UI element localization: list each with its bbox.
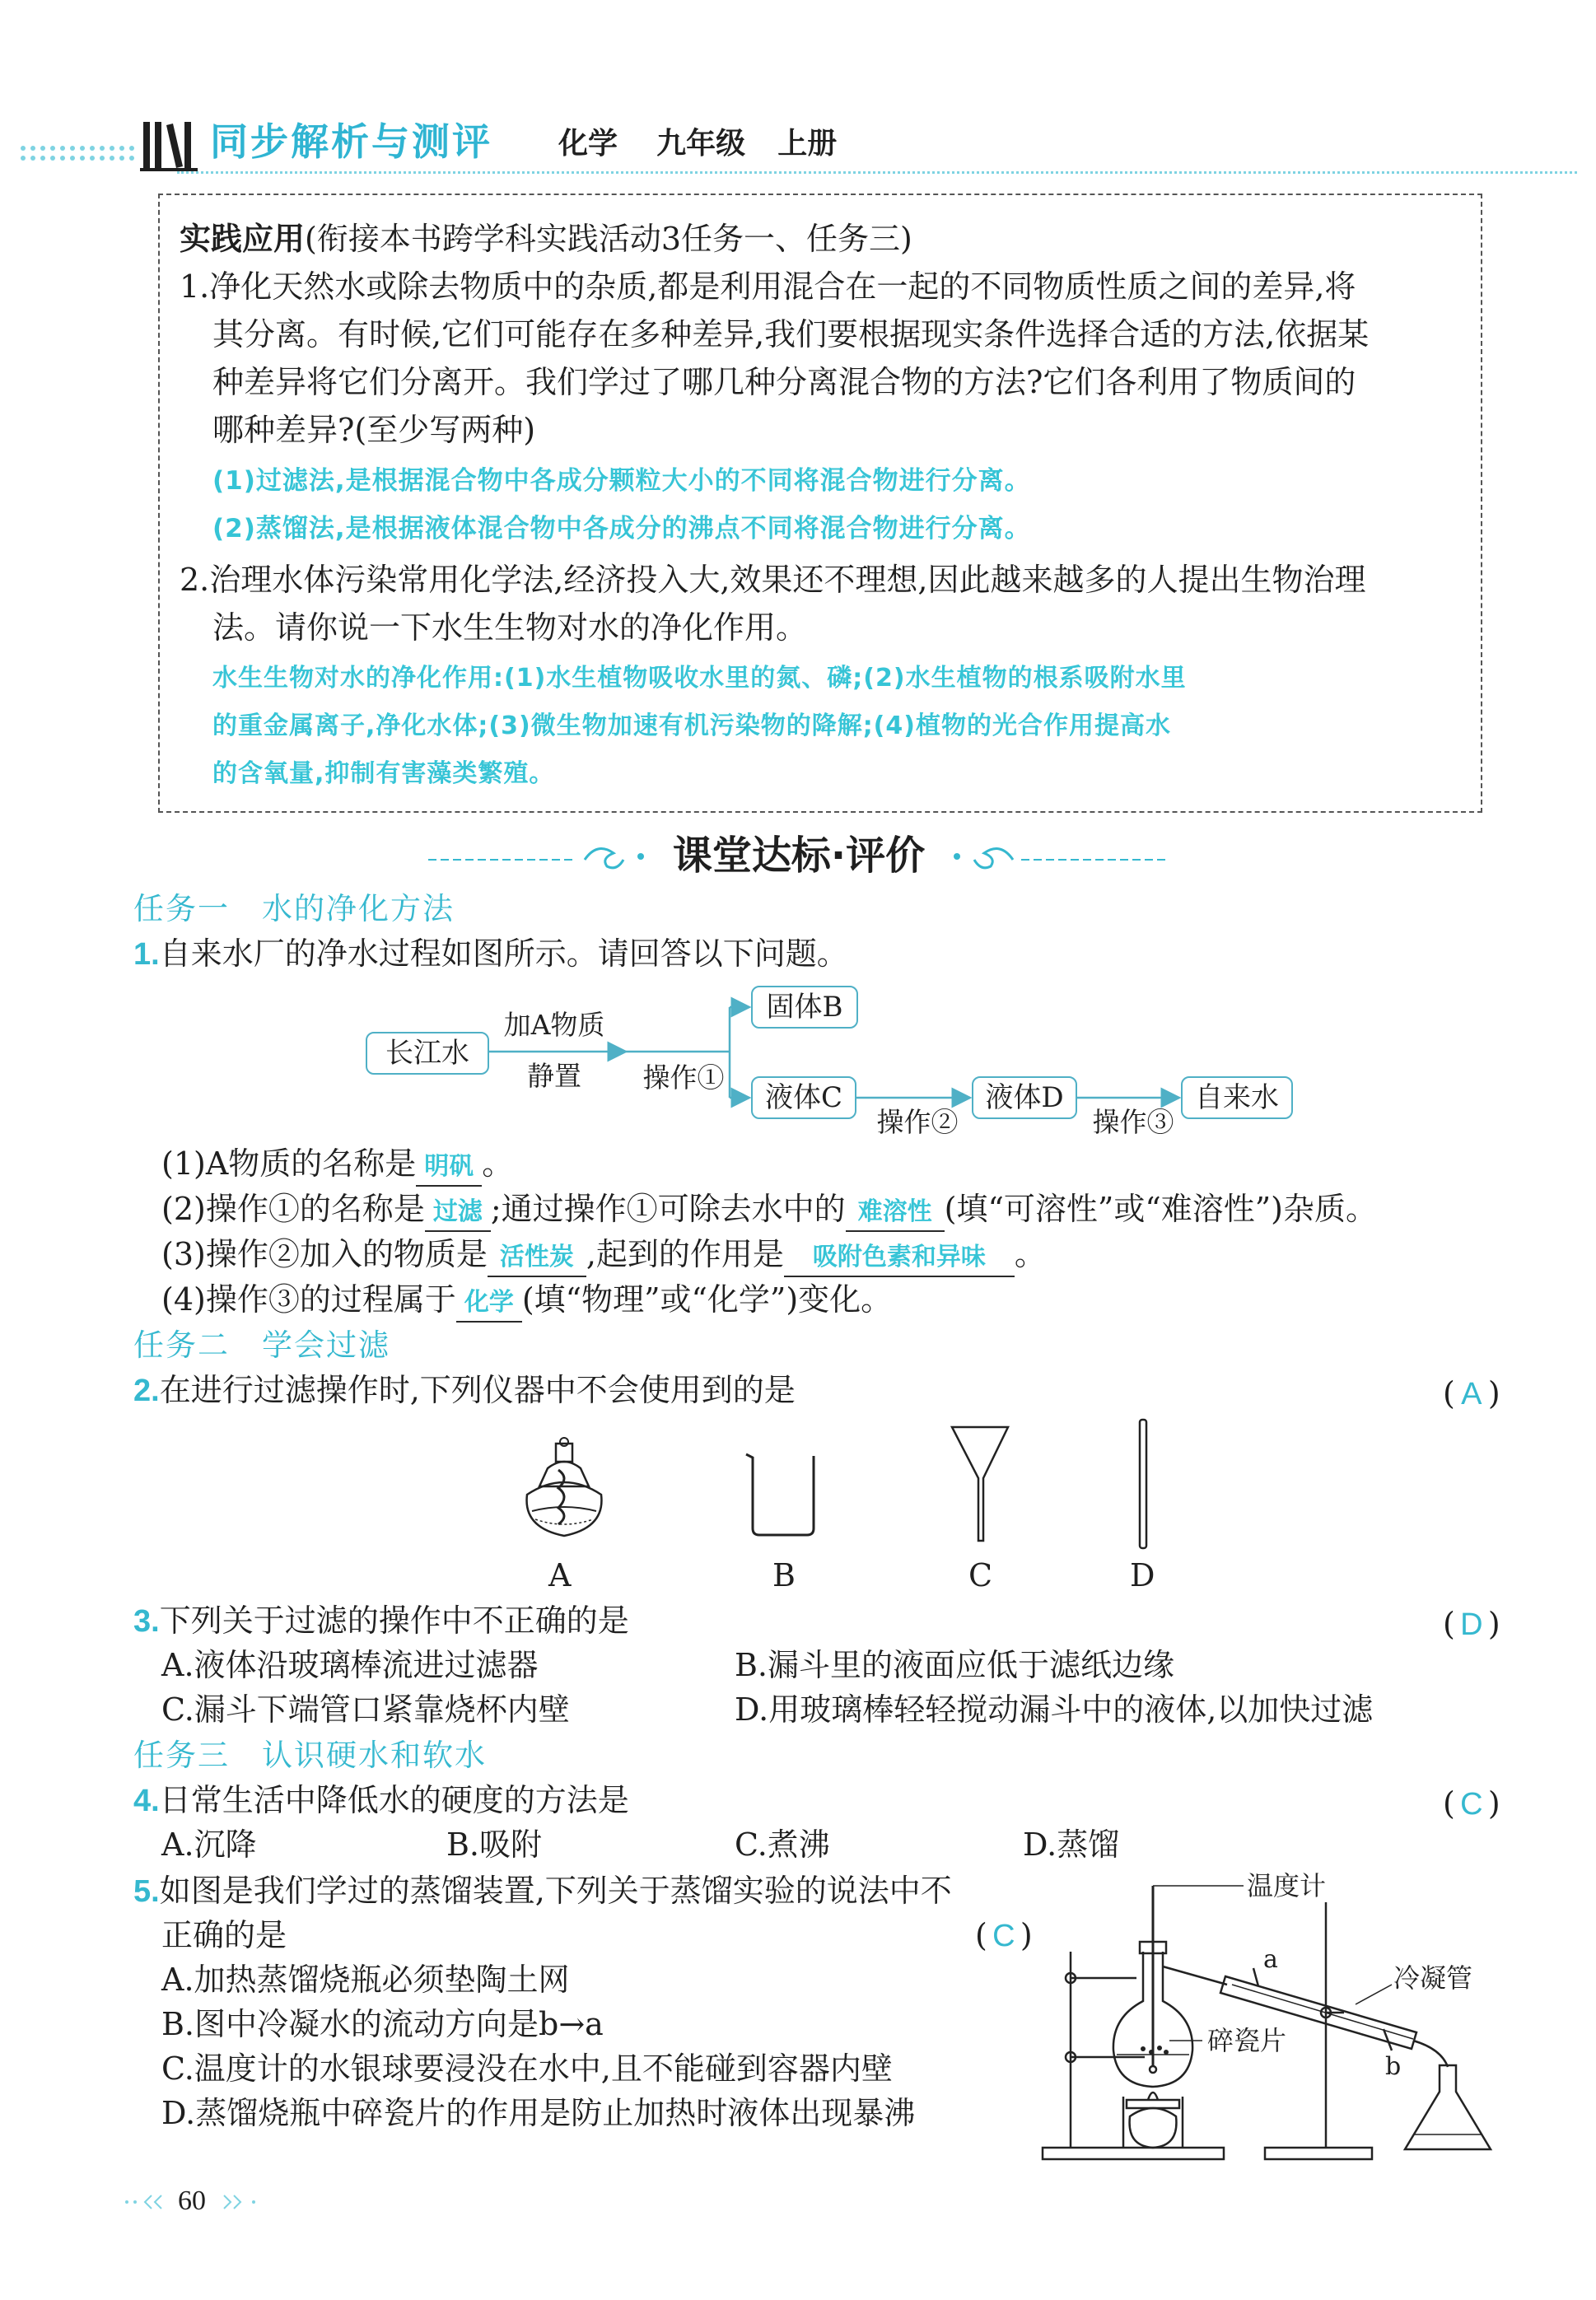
glass-rod-icon	[1135, 1418, 1151, 1550]
q4-number: 4.	[133, 1784, 160, 1818]
q4-option-c: C.煮沸	[735, 1826, 830, 1863]
label-a: a	[1263, 1945, 1278, 1974]
q1-sub3	[161, 1231, 1046, 1277]
header-volume: 上册	[777, 127, 838, 161]
q3-question	[133, 1598, 629, 1645]
practice-title: 实践应用	[180, 221, 306, 257]
q1-sub3-text: (3)操作②加入的物质是	[161, 1236, 488, 1272]
q1-sub4-answer: 化学	[464, 1288, 514, 1317]
flow-op3: 操作③	[1092, 1106, 1174, 1138]
q1-sub4-blank	[456, 1281, 522, 1323]
practice-q2-answer1: 水生生物对水的净化作用:(1)水生植物吸收水里的氮、磷;(2)水生植物的根系吸附水里	[212, 664, 1187, 693]
practice-q2-answer2: 的重金属离子,净化水体;(3)微生物加速有机污染物的降解;(4)植物的光合作用提高水	[212, 711, 1171, 740]
q5-option-c: C.温度计的水银球要浸没在水中,且不能碰到容器内壁	[161, 2050, 893, 2087]
funnel-icon	[947, 1421, 1013, 1544]
q5-answer-bracket: ( C )	[975, 1912, 1033, 1959]
q1-sub3-mid: ,起到的作用是	[586, 1236, 784, 1272]
q5-text1: 如图是我们学过的蒸馏装置,下列关于蒸馏实验的说法中不	[159, 1873, 952, 1909]
q3-option-c: C.漏斗下端管口紧靠烧杯内壁	[161, 1691, 570, 1728]
practice-q1-line1: 1.净化天然水或除去物质中的杂质,都是利用混合在一起的不同物质性质之间的差异,将	[180, 268, 1356, 305]
q1-sub2-blank2	[846, 1191, 945, 1232]
q4-question	[133, 1777, 629, 1824]
q1-sub1-end: 。	[482, 1145, 514, 1182]
books-logo-icon	[140, 115, 198, 173]
q4-text: 日常生活中降低水的硬度的方法是	[159, 1782, 629, 1818]
q3-answer-bracket: ( D )	[1443, 1601, 1500, 1648]
q2-number: 2.	[133, 1374, 160, 1408]
q3-number: 3.	[133, 1604, 160, 1639]
practice-q1-answer2: (2)蒸馏法,是根据液体混合物中各成分的沸点不同将混合物进行分离。	[212, 514, 1031, 544]
footer-right-chevrons-icon	[221, 2192, 270, 2212]
q1-sub2	[161, 1186, 1377, 1232]
q5-option-b: B.图中冷凝水的流动方向是b→a	[161, 2006, 604, 2042]
label-b: b	[1385, 2052, 1402, 2081]
q2-answer-bracket: ( A )	[1443, 1370, 1500, 1417]
q1-sub2-mid: ;通过操作①可除去水中的	[490, 1191, 846, 1227]
practice-q2-line1: 2.治理水体污染常用化学法,经济投入大,效果还不理想,因此越来越多的人提出生物治理	[180, 562, 1366, 598]
q1-sub4-end: (填“物理”或“化学”)变化。	[521, 1281, 893, 1318]
q2-answer: A	[1461, 1377, 1482, 1411]
q1-sub2-blank1	[425, 1191, 491, 1232]
q1-sub1	[161, 1141, 513, 1187]
footer-left-chevrons-icon	[124, 2192, 173, 2212]
task3-title: 任务三 认识硬水和软水	[133, 1738, 487, 1773]
instrument-label-b: B	[772, 1557, 796, 1593]
q1-sub2-text: (2)操作①的名称是	[161, 1191, 425, 1227]
q4-option-b: B.吸附	[446, 1826, 543, 1863]
flow-box-tap-water: 自来水	[1181, 1076, 1293, 1119]
practice-q1-line4: 哪种差异?(至少写两种)	[212, 412, 536, 448]
instrument-label-a: A	[548, 1557, 572, 1593]
instrument-label-c: C	[968, 1557, 993, 1593]
q3-option-a: A.液体沿玻璃棒流进过滤器	[161, 1647, 539, 1683]
distillation-apparatus-icon	[1038, 1869, 1515, 2166]
q5-number: 5.	[133, 1874, 160, 1909]
task1-question	[133, 931, 848, 977]
flow-box-liquid-d: 液体D	[972, 1076, 1077, 1119]
flow-op1: 操作①	[642, 1061, 725, 1094]
task2-title: 任务二 学会过滤	[133, 1327, 390, 1363]
label-thermometer: 温度计	[1247, 1870, 1327, 1901]
q1-sub3-end: 。	[1014, 1236, 1046, 1272]
header-grade: 九年级	[656, 127, 746, 161]
header-subject	[558, 124, 837, 165]
practice-q2-answer3: 的含氧量,抑制有害藻类繁殖。	[212, 759, 555, 788]
q3-text: 下列关于过滤的操作中不正确的是	[159, 1603, 629, 1639]
practice-q1-line3: 种差异将它们分离开。我们学过了哪几种分离混合物的方法?它们各利用了物质间的	[212, 364, 1356, 400]
q1-number: 1.	[133, 937, 160, 972]
page-footer	[124, 2181, 305, 2222]
flow-op2: 操作②	[876, 1106, 959, 1138]
flow-box-solid: 固体B	[751, 986, 858, 1029]
q1-text: 自来水厂的净水过程如图所示。请回答以下问题。	[159, 935, 848, 972]
q1-sub1-text: (1)A物质的名称是	[161, 1145, 417, 1182]
q5-question-line1	[133, 1868, 952, 1915]
label-condenser: 冷凝管	[1393, 1962, 1473, 1994]
flow-step1-bottom: 静置	[527, 1060, 581, 1092]
task1-title: 任务一 水的净化方法	[133, 891, 455, 926]
q3-option-d: D.用玻璃棒轻轻搅动漏斗中的液体,以加快过滤	[735, 1691, 1374, 1728]
q1-sub3-answer2: 吸附色素和异味	[812, 1243, 986, 1271]
distillation-figure	[1038, 1869, 1515, 2166]
q1-sub2-answer1: 过滤	[432, 1197, 483, 1226]
practice-q1-answer1: (1)过滤法,是根据混合物中各成分颗粒大小的不同将混合物进行分离。	[212, 466, 1031, 496]
left-ornament-icon	[428, 833, 651, 883]
q1-sub2-answer2: 难溶性	[857, 1197, 932, 1226]
q1-sub1-blank	[416, 1145, 482, 1187]
q3-answer: D	[1460, 1607, 1483, 1642]
q4-option-d: D.蒸馏	[1023, 1826, 1120, 1863]
q4-answer: C	[1460, 1787, 1483, 1822]
flow-box-source: 长江水	[366, 1032, 489, 1075]
q1-sub3-blank1	[488, 1236, 586, 1277]
flow-step1-top: 加A物质	[503, 1009, 605, 1041]
header-rule	[177, 171, 1577, 174]
section-title: 课堂达标·评价	[672, 833, 926, 879]
section-title-banner	[428, 825, 1169, 891]
practice-heading	[180, 216, 912, 262]
q1-sub4-text: (4)操作③的过程属于	[161, 1281, 456, 1318]
q1-sub2-end: (填“可溶性”或“难溶性”)杂质。	[944, 1191, 1377, 1227]
q5-answer: C	[992, 1919, 1015, 1953]
practice-q2-line2: 法。请你说一下水生生物对水的净化作用。	[212, 609, 808, 646]
header	[0, 99, 1596, 189]
q5-question-line2: 正确的是	[161, 1917, 287, 1953]
q1-sub3-answer1: 活性炭	[499, 1243, 574, 1271]
q1-sub3-blank2	[784, 1236, 1015, 1277]
practice-note: (衔接本书跨学科实践活动3任务一、任务三)	[305, 221, 912, 257]
q4-option-a: A.沉降	[161, 1826, 257, 1863]
alcohol-lamp-with-tripod-icon	[511, 1437, 618, 1544]
flow-diagram	[354, 976, 1342, 1153]
q1-sub1-answer: 明矾	[424, 1152, 474, 1181]
q5-option-d: D.蒸馏烧瓶中碎瓷片的作用是防止加热时液体出现暴沸	[161, 2095, 916, 2131]
flow-box-liquid-c: 液体C	[751, 1076, 856, 1119]
q4-answer-bracket: ( C )	[1443, 1780, 1500, 1827]
q1-sub4	[161, 1276, 892, 1323]
page-number: 60	[178, 2186, 206, 2216]
practice-q1-line2: 其分离。有时候,它们可能存在多种差异,我们要根据现实条件选择合适的方法,依据某	[212, 316, 1370, 352]
header-subject-text: 化学	[558, 127, 618, 161]
instrument-label-d: D	[1130, 1557, 1155, 1593]
q2-text: 在进行过滤操作时,下列仪器中不会使用到的是	[159, 1372, 796, 1408]
label-porcelain-chips: 碎瓷片	[1207, 2025, 1287, 2056]
header-dots-decoration	[16, 142, 140, 171]
right-ornament-icon	[947, 833, 1169, 883]
beaker-icon	[741, 1449, 824, 1540]
q2-question	[133, 1367, 796, 1414]
q5-option-a: A.加热蒸馏烧瓶必须垫陶土网	[161, 1962, 570, 1998]
header-brand: 同步解析与测评	[210, 119, 492, 164]
q3-option-b: B.漏斗里的液面应低于滤纸边缘	[735, 1647, 1175, 1683]
